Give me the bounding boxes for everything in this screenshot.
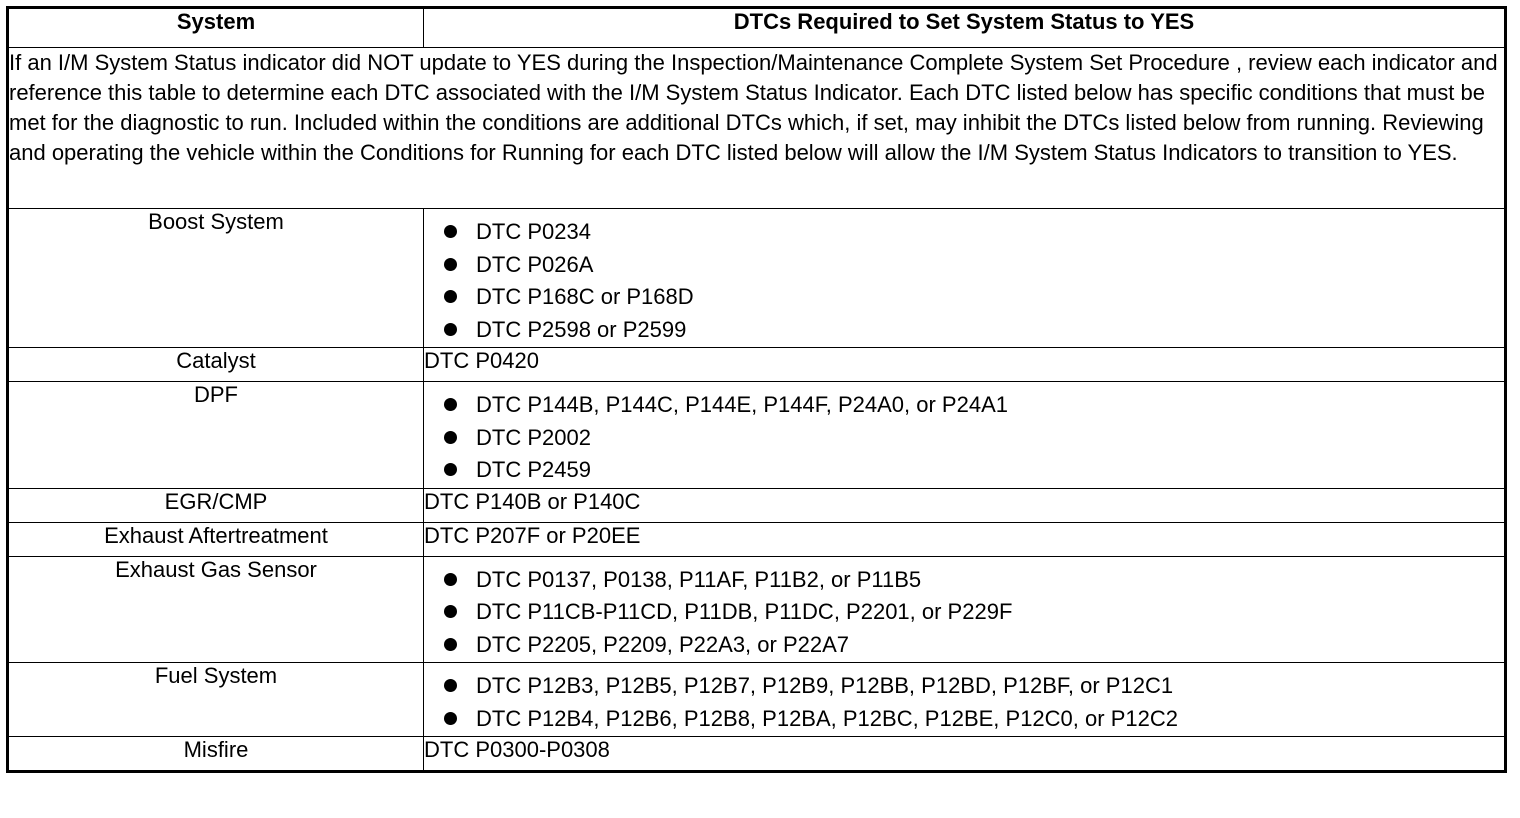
dtc-cell: DTC P0300-P0308 <box>424 737 1506 772</box>
dtc-list-item <box>444 250 1504 283</box>
table-header-row <box>8 8 1506 48</box>
bullet-icon <box>444 679 457 692</box>
system-cell: Exhaust Aftertreatment <box>8 522 424 556</box>
table-row <box>8 209 1506 348</box>
bullet-icon <box>444 605 457 618</box>
dtc-text: DTC P144B, P144C, P144E, P144F, P24A0, or P24A1 <box>476 392 1008 417</box>
dtc-text: DTC P11CB-P11CD, P11DB, P11DC, P2201, or P229F <box>476 599 1013 624</box>
dtc-list-item <box>444 390 1504 423</box>
dtc-text: DTC P12B3, P12B5, P12B7, P12B9, P12BB, P12BD, P12BF, or P12C1 <box>476 673 1174 698</box>
dtc-cell <box>424 556 1506 663</box>
bullet-icon <box>444 225 457 238</box>
bullet-icon <box>444 573 457 586</box>
bullet-icon <box>444 638 457 651</box>
dtc-list-item <box>444 630 1504 663</box>
bullet-icon <box>444 431 457 444</box>
table-row <box>8 488 1506 522</box>
intro-row <box>8 48 1506 209</box>
dtc-text: DTC P0234 <box>476 219 591 244</box>
bullet-icon <box>444 712 457 725</box>
dtc-list-item <box>444 671 1504 704</box>
system-cell: EGR/CMP <box>8 488 424 522</box>
dtc-text: DTC P026A <box>476 251 594 277</box>
dtc-text: DTC P12B4, P12B6, P12B8, P12BA, P12BC, P12BE, P12C0, or P12C2 <box>476 705 1178 731</box>
dtc-list <box>424 663 1504 736</box>
dtc-list <box>424 382 1504 488</box>
dtc-cell: DTC P207F or P20EE <box>424 522 1506 556</box>
table-row <box>8 522 1506 556</box>
system-cell: Boost System <box>8 209 424 348</box>
dtc-list-item <box>444 217 1504 250</box>
dtc-list <box>424 209 1504 347</box>
bullet-icon <box>444 323 457 336</box>
dtc-status-table <box>6 6 1507 773</box>
bullet-icon <box>444 463 457 476</box>
dtc-list-item <box>444 565 1504 598</box>
dtc-text: DTC P0137, P0138, P11AF, P11B2, or P11B5 <box>476 566 922 592</box>
dtc-cell <box>424 663 1506 737</box>
dtc-text: DTC P168C or P168D <box>476 284 694 309</box>
dtc-list-item <box>444 704 1504 737</box>
dtc-text: DTC P2002 <box>476 424 591 450</box>
table-row <box>8 556 1506 663</box>
dtc-cell: DTC P0420 <box>424 348 1506 382</box>
table-row <box>8 348 1506 382</box>
dtc-text: DTC P2459 <box>476 457 591 482</box>
dtc-list-item <box>444 597 1504 630</box>
dtc-cell <box>424 382 1506 489</box>
dtc-cell <box>424 209 1506 348</box>
dtc-list-item <box>444 282 1504 315</box>
bullet-icon <box>444 290 457 303</box>
bullet-icon <box>444 398 457 411</box>
dtc-list-item <box>444 455 1504 488</box>
bullet-icon <box>444 258 457 271</box>
dtc-text: DTC P2205, P2209, P22A3, or P22A7 <box>476 631 850 657</box>
dtc-list-item <box>444 315 1504 348</box>
dtc-list <box>424 557 1504 663</box>
system-cell: Misfire <box>8 737 424 772</box>
system-cell: Fuel System <box>8 663 424 737</box>
dtc-cell: DTC P140B or P140C <box>424 488 1506 522</box>
header-system: System <box>8 8 424 48</box>
dtc-list-item <box>444 423 1504 456</box>
intro-text: If an I/M System Status indicator did NOT update to YES during the Inspection/Maintenance Complete System Set Procedure , review each indicator and reference this table to determine each DTC associated with the I/M System Status Indicator. Each DTC listed below has specific conditions that must be met for the diagnostic to run. Included within the conditions are additional DTCs which, if set, may inhibit the DTCs listed below from running. Reviewing and operating the vehicle within the Conditions for Running for each DTC listed below will allow the I/M System Status Indicators to transition to YES. <box>8 48 1506 209</box>
system-cell: Catalyst <box>8 348 424 382</box>
table-row <box>8 382 1506 489</box>
header-dtcs: DTCs Required to Set System Status to YES <box>424 8 1506 48</box>
table-row <box>8 737 1506 772</box>
dtc-text: DTC P2598 or P2599 <box>476 316 687 342</box>
table-row <box>8 663 1506 737</box>
system-cell: DPF <box>8 382 424 489</box>
system-cell: Exhaust Gas Sensor <box>8 556 424 663</box>
